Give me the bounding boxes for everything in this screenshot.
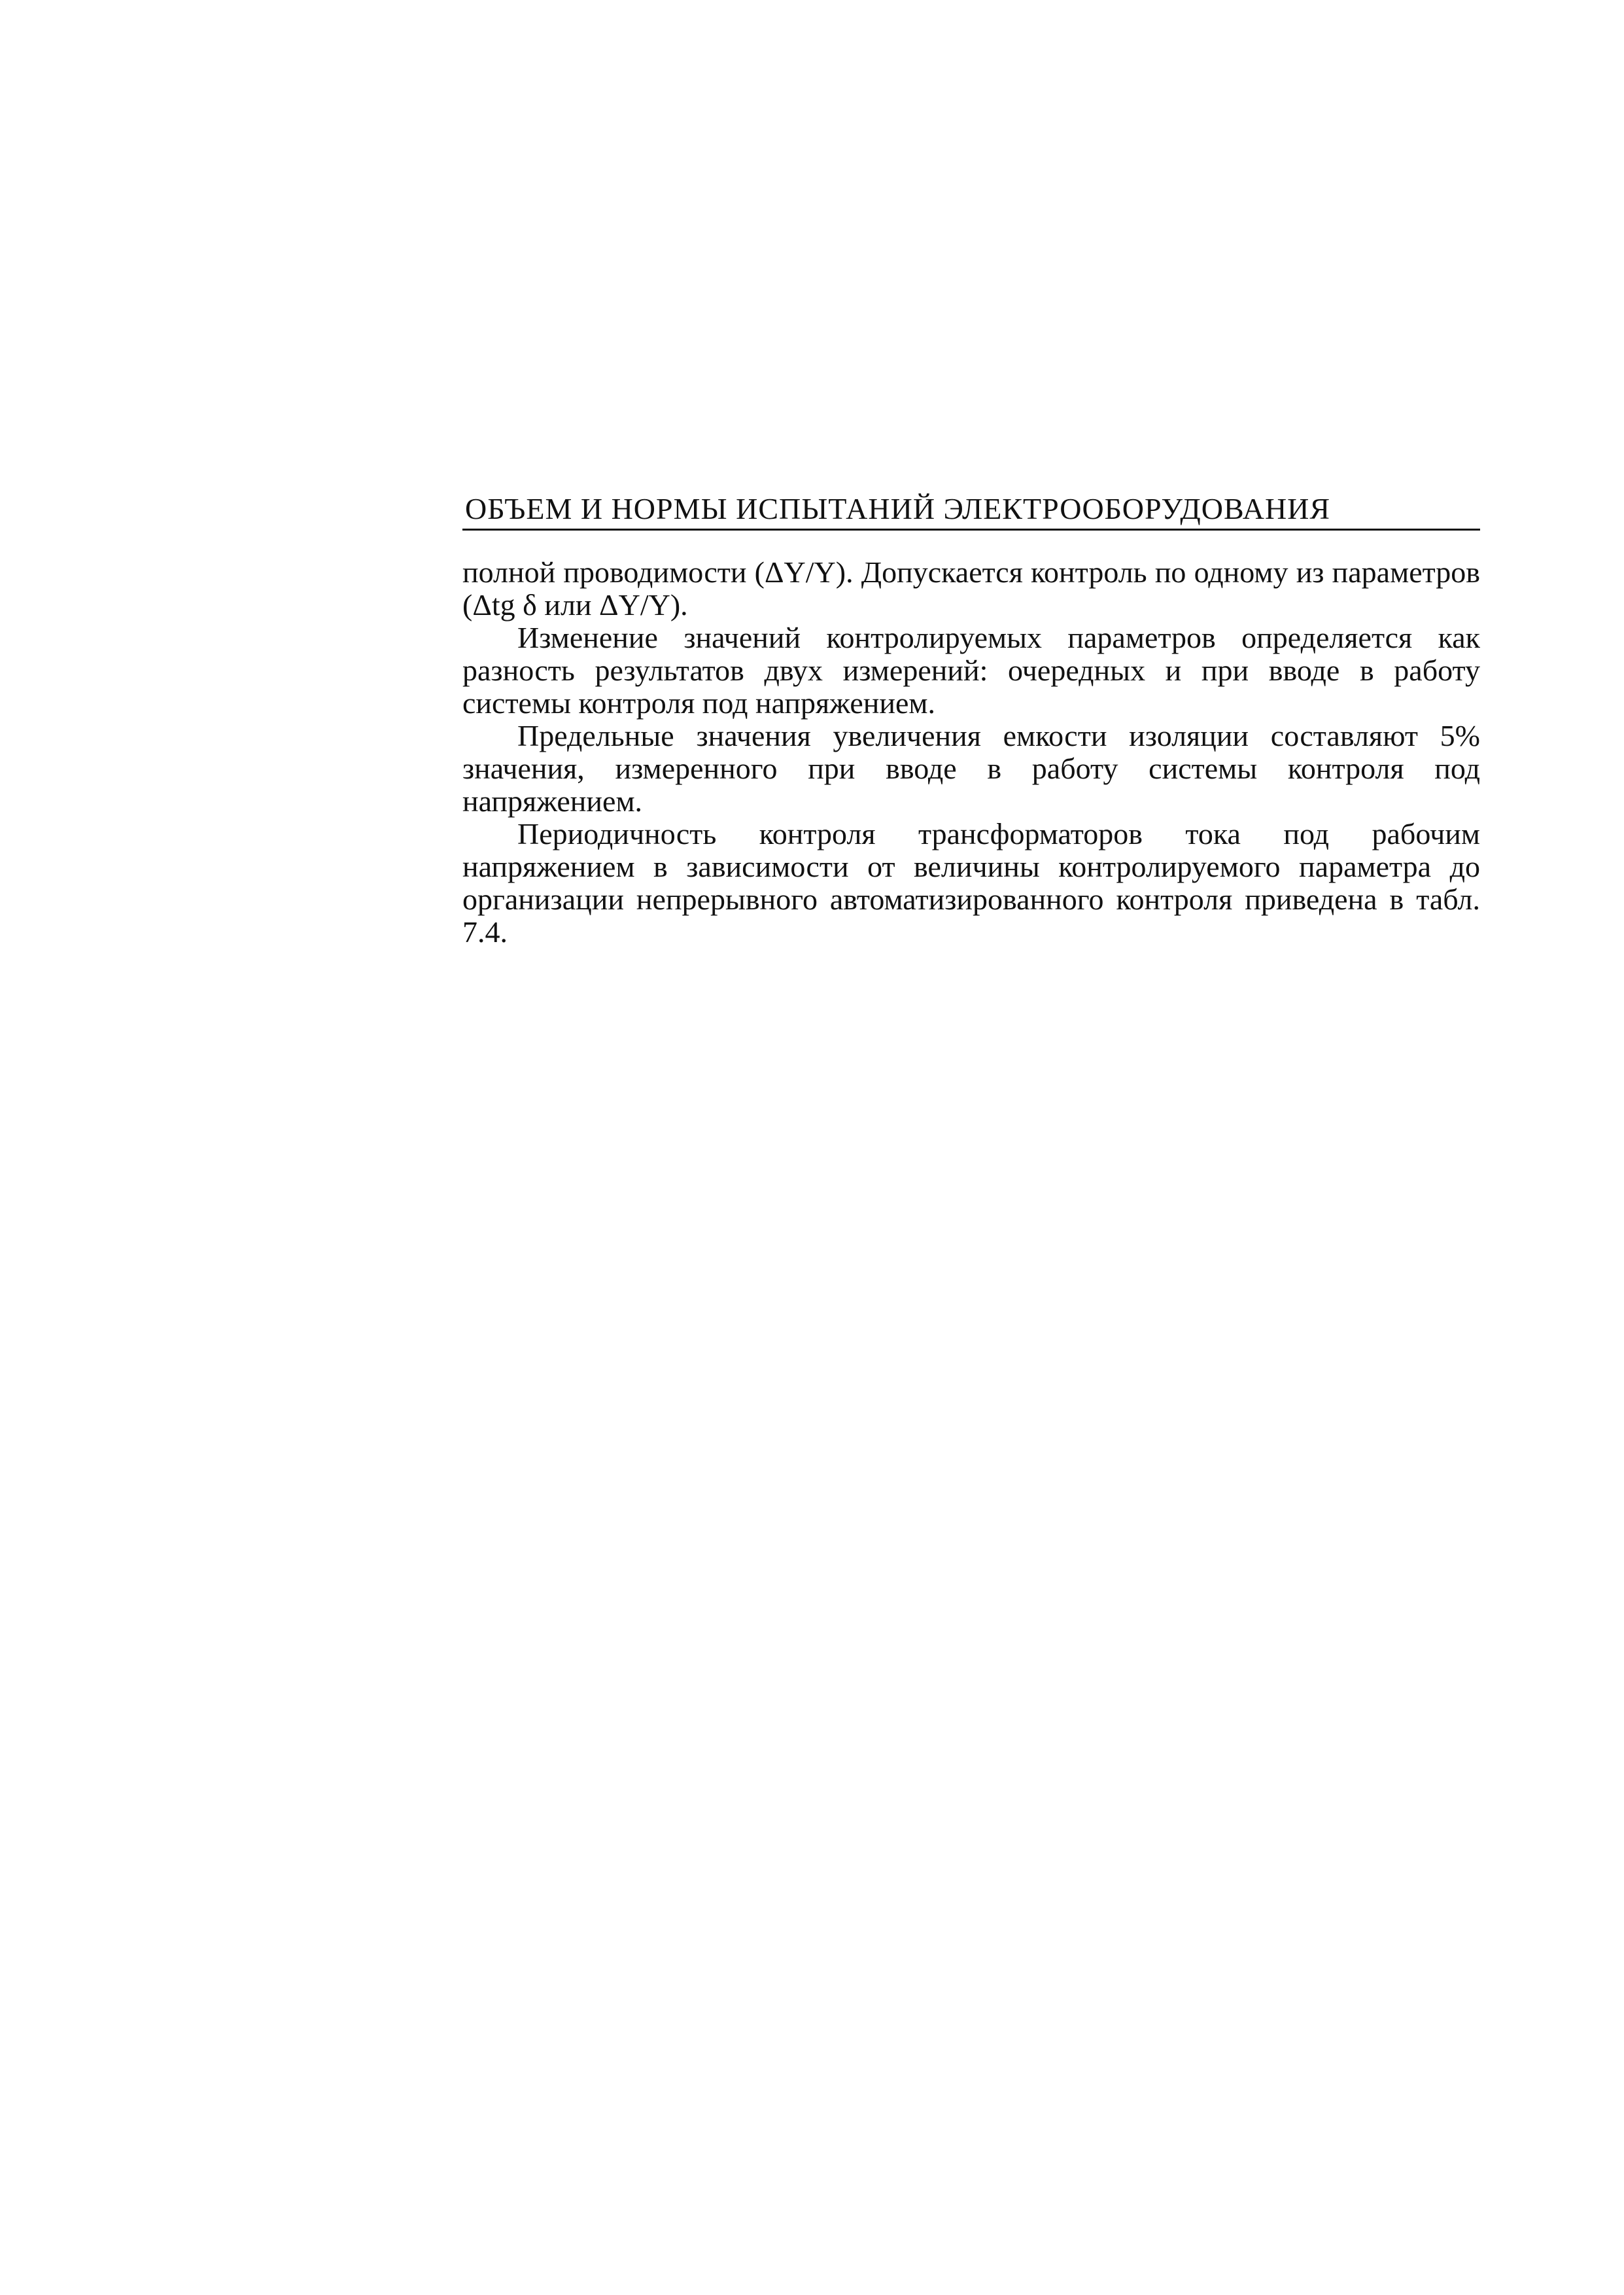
paragraph-capacitance-limit: Предельные значения увеличения емкости изоляции составляют 5% значения, измеренного при вводе в работу системы контроля под напряжением. xyxy=(462,719,1480,818)
paragraph-control-periodicity: Периодичность контроля трансформаторов тока под рабочим напряжением в зависимости от величины контролируемого параметра до организации непрерывного автоматизированного контроля приведена в табл. 7.4. xyxy=(462,817,1480,949)
paragraph-parameter-change: Изменение значений контролируемых параметров определяется как разность результатов двух измерений: очередных и при вводе в работу системы контроля под напряжением. xyxy=(462,621,1480,720)
running-header-title: ОБЪЕМ И НОРМЫ ИСПЫТАНИЙ ЭЛЕКТРООБОРУДОВАНИЯ xyxy=(465,492,1331,525)
running-header xyxy=(462,489,1480,531)
paragraph-continuation: полной проводимости (ΔY/Y). Допускается контроль по одному из параметров (Δtg δ или ΔY/Y). xyxy=(462,555,1480,622)
document-body xyxy=(462,556,1480,949)
